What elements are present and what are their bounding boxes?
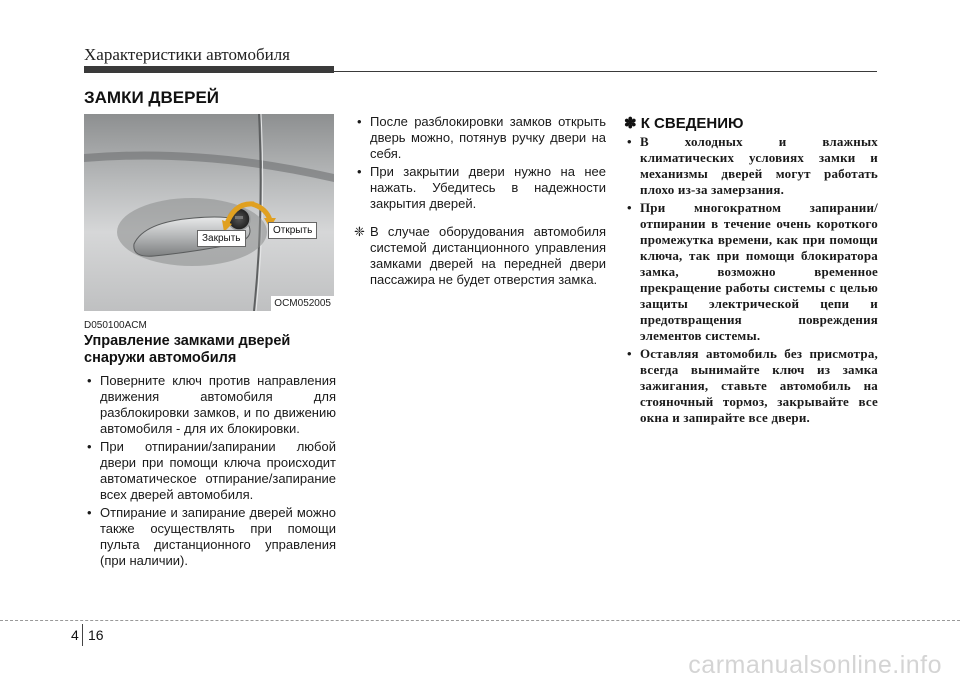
figure-code: OCM052005 — [271, 296, 334, 311]
note-text: В случае оборудования автомобиля системой дистанционного управления замками дверей на передней двери пассажира не будет отверстия замка. — [370, 224, 606, 287]
note-mark-icon: ❈ — [354, 224, 365, 239]
list-item: • Поверните ключ против направления движения автомобиля для разблокировки замков, и по движению автомобиля - для их блокировки. — [84, 373, 336, 437]
col2-bullet-list — [354, 114, 606, 214]
info-title: ✽ К СВЕДЕНИЮ — [624, 115, 744, 132]
list-item: • При отпирании/запирании любой двери при помощи ключа происходит автоматическое отпирание/запирание всех дверей автомобиля. — [84, 439, 336, 503]
label-close: Закрыть — [197, 230, 246, 247]
info-bullet-list — [624, 134, 878, 428]
door-handle-illustration — [84, 114, 334, 311]
footer-rule — [0, 620, 960, 621]
header-title: Характеристики автомобиля — [84, 45, 290, 64]
list-item: • В холодных и влажных климатических условиях замки и механизмы дверей могут работать плохо из-за замерзания. — [624, 134, 878, 198]
chapter-number: 4 — [71, 627, 79, 643]
note-block — [354, 224, 606, 288]
list-item: • После разблокировки замков открыть дверь можно, потянув ручку двери на себя. — [354, 114, 606, 162]
col1-bullet-list — [84, 373, 336, 571]
header-rule-thin — [334, 71, 877, 72]
doc-code: D050100ACM — [84, 320, 147, 331]
list-item: • При закрытии двери нужно на нее нажать. Убедитесь в надежности закрытия дверей. — [354, 164, 606, 212]
list-item: • Отпирание и запирание дверей можно также осуществлять при помощи пульта дистанционного управления (при наличии). — [84, 505, 336, 569]
watermark: carmanualsonline.info — [688, 651, 942, 679]
door-handle-photo — [84, 114, 334, 311]
section-title: ЗАМКИ ДВЕРЕЙ — [84, 88, 220, 107]
list-item: • Оставляя автомобиль без присмотра, всегда вынимайте ключ из замка зажигания, ставьте автомобиль на стояночный тормоз, закрывайте все окна и запирайте все двери. — [624, 346, 878, 426]
header-rule — [84, 66, 334, 73]
list-item: • При многократном запирании/отпирании в течение очень короткого промежутка времени, как при помощи ключа, так при помощи блокиратора замка, возможно временное прекращение работы системы с целью защиты электрической цепи и предотвращения повреждения элементов системы. — [624, 200, 878, 344]
subheading: Управление замками дверей снаружи автомобиля — [84, 333, 291, 366]
label-open: Открыть — [268, 222, 317, 239]
page-separator — [82, 624, 83, 646]
page-number: 16 — [88, 627, 104, 643]
